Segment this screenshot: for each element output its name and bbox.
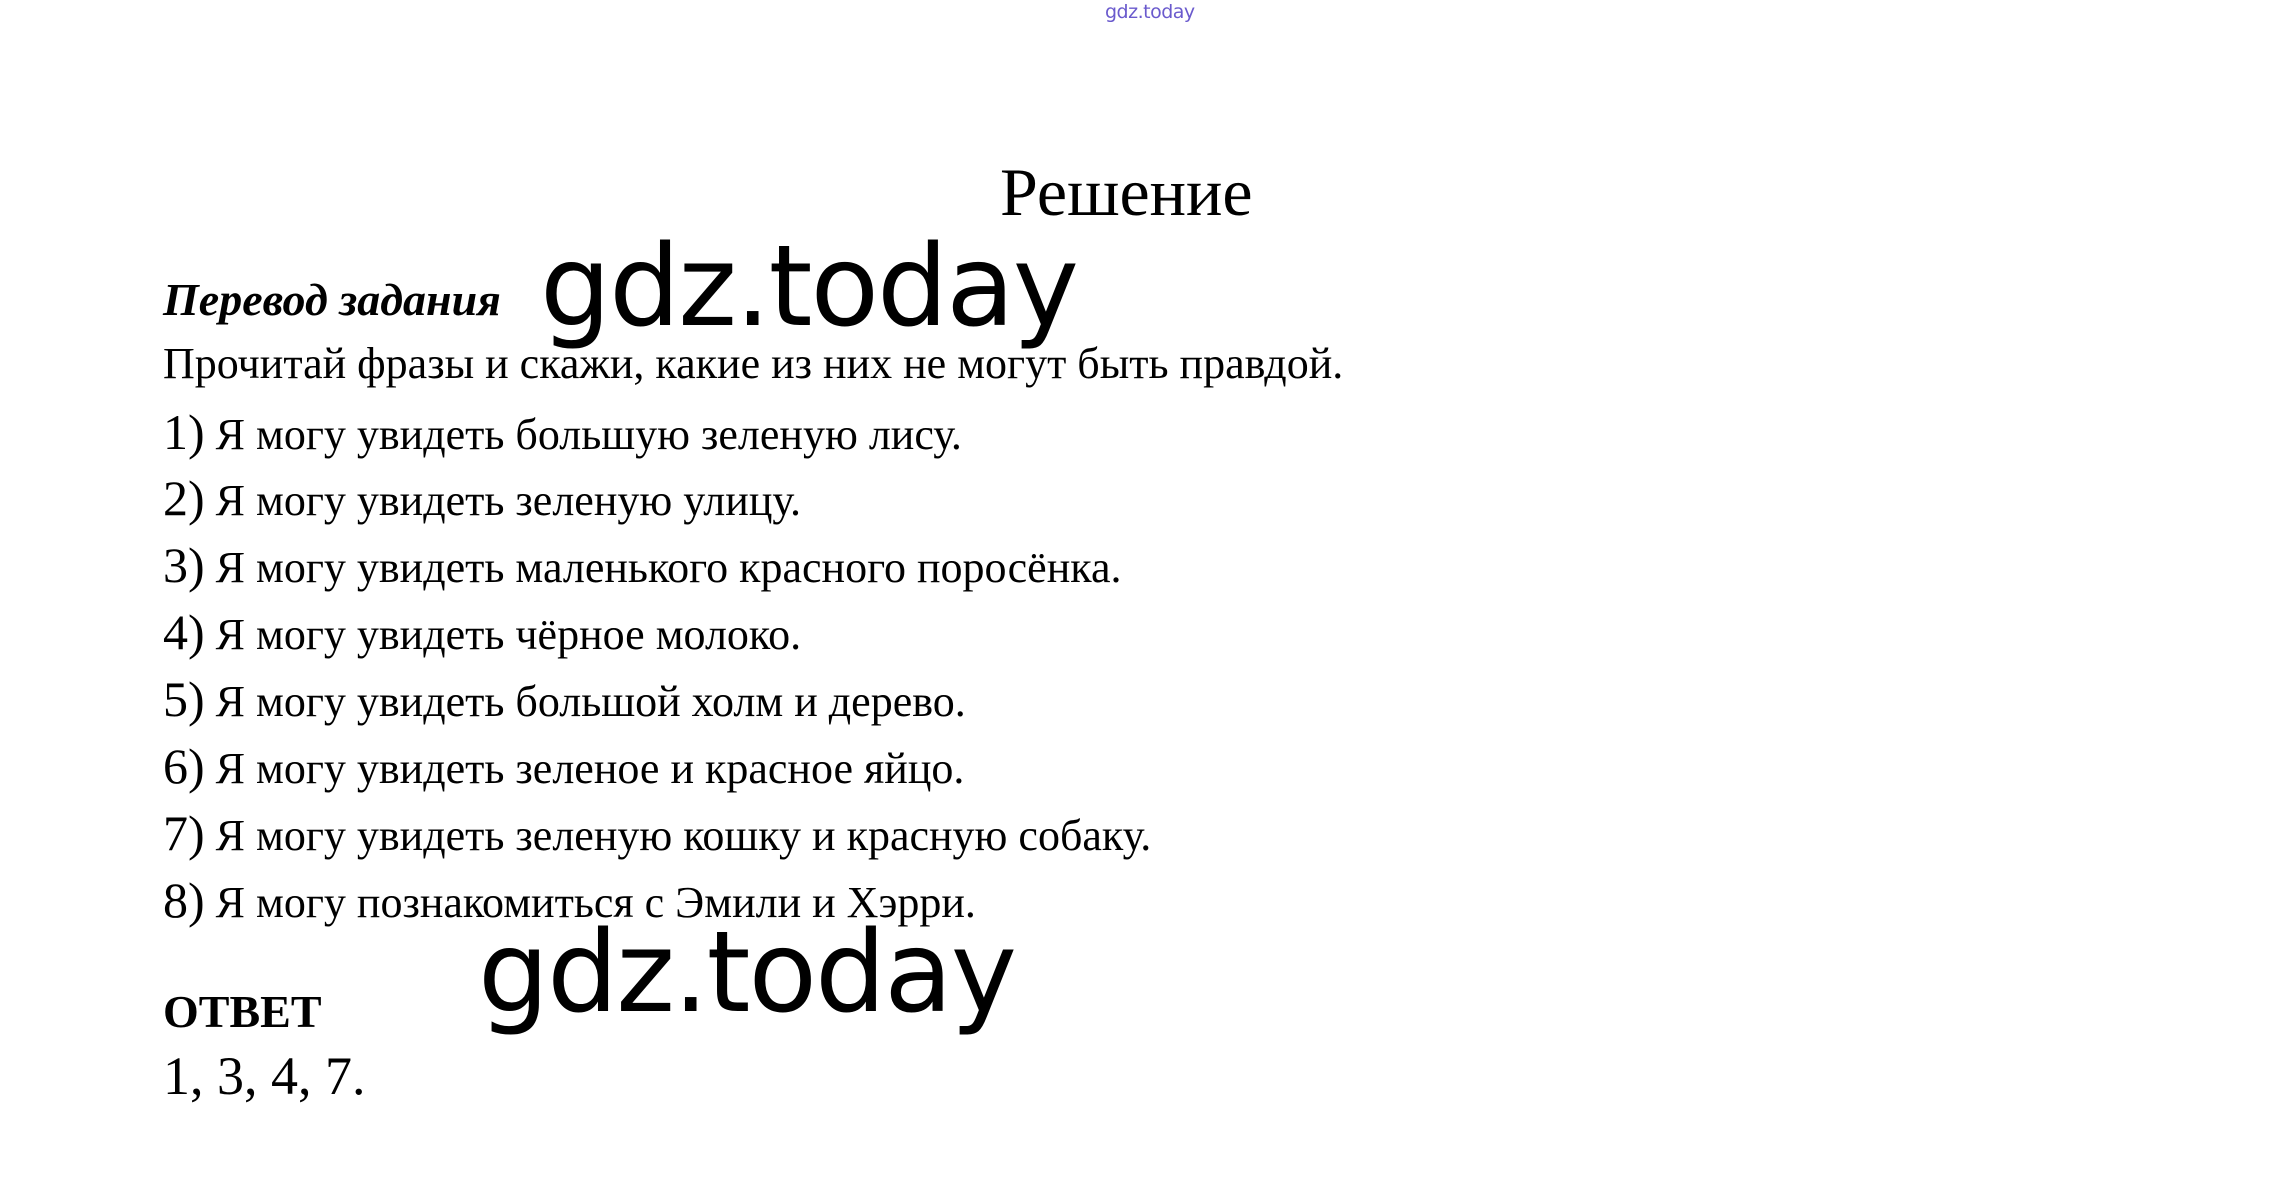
list-item-7 — [163, 805, 1151, 864]
list-item-text: Я могу увидеть большой холм и дерево. — [204, 677, 966, 726]
list-item-text: Я могу увидеть маленького красного поросёнка. — [204, 543, 1122, 592]
list-item-number: 4) — [163, 604, 205, 660]
list-item-text: Я могу увидеть зеленую улицу. — [204, 476, 801, 525]
list-item-number: 7) — [163, 805, 205, 861]
instruction-text: Прочитай фразы и скажи, какие из них не могут быть правдой. — [163, 339, 1344, 388]
page-title: Решение — [1000, 154, 1253, 230]
translation-heading: Перевод задания — [163, 274, 501, 325]
list-item-number: 5) — [163, 671, 205, 727]
list-item-6 — [163, 738, 964, 797]
list-item-number: 2) — [163, 470, 205, 526]
list-item-text: Я могу познакомиться с Эмили и Хэрри. — [204, 878, 976, 927]
list-item-number: 6) — [163, 738, 205, 794]
list-item-number: 8) — [163, 872, 205, 928]
list-item-number: 1) — [163, 404, 205, 460]
list-item-text: Я могу увидеть зеленое и красное яйцо. — [204, 744, 965, 793]
list-item-1 — [163, 404, 962, 463]
list-item-number: 3) — [163, 537, 205, 593]
watermark-upper: gdz.today — [540, 222, 1078, 352]
answer-value: 1, 3, 4, 7. — [163, 1046, 366, 1106]
list-item-5 — [163, 671, 966, 730]
list-item-3 — [163, 537, 1122, 596]
answer-heading: ОТВЕТ — [163, 986, 322, 1037]
list-item-4 — [163, 604, 801, 663]
list-item-text: Я могу увидеть зеленую кошку и красную собаку. — [204, 811, 1152, 860]
list-item-text: Я могу увидеть чёрное молоко. — [204, 610, 802, 659]
top-watermark: gdz.today — [1105, 1, 1195, 23]
watermark-lower: gdz.today — [478, 908, 1016, 1038]
list-item-text: Я могу увидеть большую зеленую лису. — [204, 410, 962, 459]
list-item-2 — [163, 470, 801, 529]
